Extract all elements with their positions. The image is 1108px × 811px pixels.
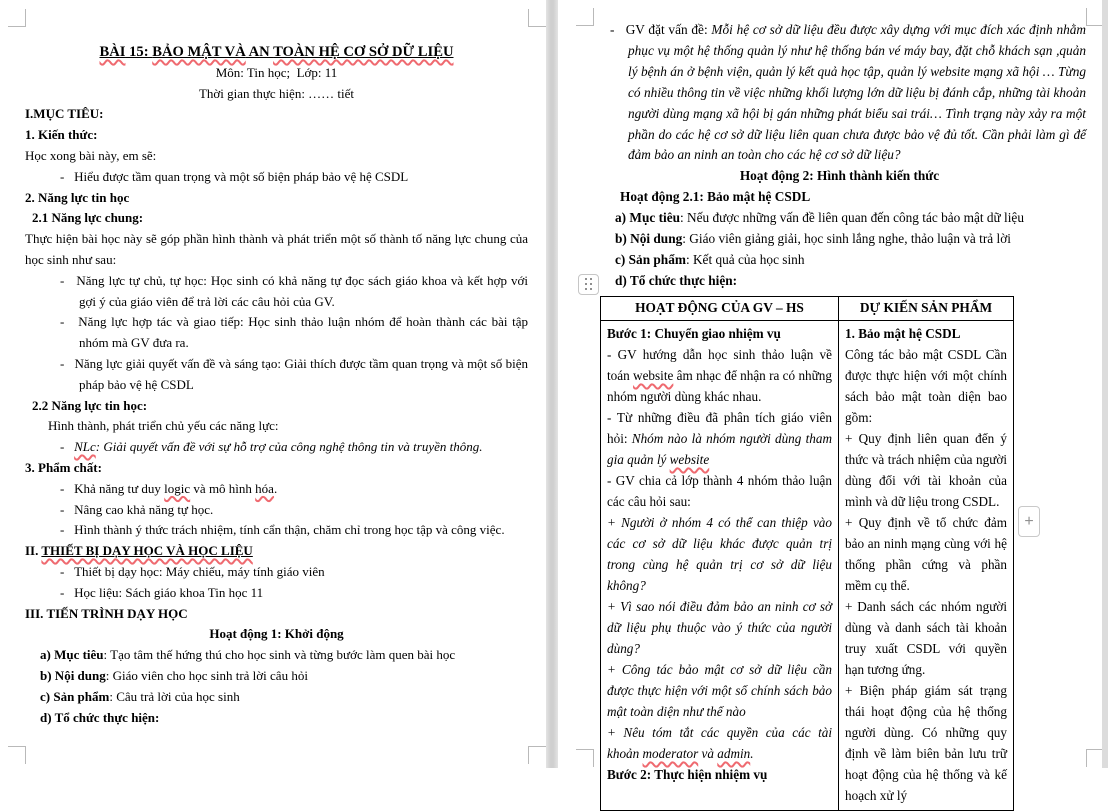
paragraph[interactable]: Công tác bảo mật CSDL Cần được thực hiện với một chính sách bảo mật toàn diện bao gồm: xyxy=(845,346,1007,425)
paragraph[interactable]: - Hình thành ý thức trách nhiệm, tính cẩn thận, chăm chỉ trong học tập và công việc. xyxy=(60,522,505,538)
paragraph[interactable]: - Năng lực hợp tác và giao tiếp: Học sinh thảo luận nhóm để hoàn thành các bài tập nhóm mà GV đưa ra. xyxy=(60,314,528,351)
paragraph[interactable]: + Quy định liên quan đến ý thức và trách nhiệm của người dùng đối với tài khoản của mình và dữ liệu trong CSDL. xyxy=(845,430,1007,509)
paragraph[interactable]: b) Nội dung: Giáo viên giảng giải, học sinh lắng nghe, thảo luận và trả lời xyxy=(615,231,1011,247)
page-corner-mark xyxy=(576,8,594,26)
heading-muc-tieu[interactable]: I.MỤC TIÊU: xyxy=(25,106,104,122)
page-1-text-area[interactable] xyxy=(25,42,528,728)
page-corner-mark xyxy=(576,749,594,767)
heading-hoat-dong-2-1[interactable]: Hoạt động 2.1: Bảo mật hệ CSDL xyxy=(620,189,811,205)
paragraph[interactable]: 1. Bảo mật hệ CSDL xyxy=(845,325,961,341)
paragraph[interactable]: + Người ở nhóm 4 có thể can thiệp vào các cơ sở dữ liệu khác được quản trị trong cùng hệ quản trị cơ sở dữ liệu không? xyxy=(607,514,832,593)
paragraph[interactable]: Bước 2: Thực hiện nhiệm vụ xyxy=(607,766,768,782)
paragraph[interactable]: b) Nội dung: Giáo viên cho học sinh trả lời câu hỏi xyxy=(40,667,308,683)
page-2-intro xyxy=(593,20,1086,292)
paragraph[interactable]: + Biện pháp giám sát trạng thái hoạt động của hệ thống người dùng. Có những quy định về làm biên bản lưu trữ hoạt động của hệ thống và kế hoạch xử lý xyxy=(845,682,1007,803)
paragraph[interactable]: - GV chia cả lớp thành 4 nhóm thảo luận các câu hỏi sau: xyxy=(607,472,832,509)
page-corner-mark xyxy=(8,746,26,764)
paragraph[interactable]: Bước 1: Chuyển giao nhiệm vụ xyxy=(607,325,781,341)
gv-dat-van-de[interactable]: - GV đặt vấn đề: Mỗi hệ cơ sở dữ liệu đều được xây dựng với mục đích xác định nhằm phục vụ một hệ thống quản lý như hệ thống bán vé máy bay, đặt chỗ khách sạn ,quản lý bệnh án ở bệnh viện, quản lý kết quả học tập, quản lý website mạng xã hội … Từng có nhiều thông tin về việc những khối lượng lớn dữ liệu bị đánh cắp, những tài khoản người dùng mạng xã hội bị gán những phát biểu sai trái… Tình trạng này xảy ra một phần do các hệ cơ sở dữ liệu liên quan chưa được bảo vệ đủ tốt. Cần phải làm gì để đảm bảo an ninh an toàn cho các hệ cơ sở dữ liệu? xyxy=(610,22,1086,163)
subtitle-subject[interactable]: Môn: Tin học; Lớp: 11 xyxy=(215,64,338,80)
right-edge-strip xyxy=(1102,0,1108,768)
heading-nang-luc-tin-hoc[interactable]: 2.2 Năng lực tin học: xyxy=(32,397,148,413)
document-title[interactable]: BÀI 15: BẢO MẬT VÀ AN TOÀN HỆ CƠ SỞ DỮ LIỆU xyxy=(99,44,454,60)
heading-kien-thuc[interactable]: 1. Kiến thức: xyxy=(25,127,98,143)
plus-icon: + xyxy=(1024,512,1034,530)
paragraph[interactable]: + Quy định về tổ chức đảm bảo an ninh mạng cùng với hệ thống phần cứng và phần mềm cụ thể. xyxy=(845,514,1007,593)
activity-table[interactable] xyxy=(600,296,1014,811)
paragraph[interactable]: + Vì sao nói điều đảm bảo an ninh cơ sở dữ liệu phụ thuộc vào ý thức của người dùng? xyxy=(607,598,832,656)
paragraph[interactable]: + Danh sách các nhóm người dùng và danh sách tài khoản truy xuất CSDL với quyền hạn tương ứng. xyxy=(845,598,1007,677)
paragraph[interactable]: - Khả năng tư duy logic và mô hình hóa. xyxy=(60,480,278,496)
paragraph[interactable]: - Năng lực giải quyết vấn đề và sáng tạo: Giải thích được tầm quan trọng và một số biện pháp bảo vệ hệ CSDL xyxy=(60,355,528,392)
page-corner-mark xyxy=(528,9,546,27)
heading-hoat-dong-2[interactable]: Hoạt động 2: Hình thành kiến thức xyxy=(739,168,940,184)
paragraph[interactable]: + Nêu tóm tắt các quyền của các tài khoản moderator và admin. xyxy=(607,724,832,761)
page-gap xyxy=(546,0,558,768)
drag-handle-dots-icon xyxy=(585,278,593,291)
page-2-text-area[interactable] xyxy=(593,20,1086,811)
page-corner-mark xyxy=(8,9,26,27)
paragraph[interactable]: d) Tổ chức thực hiện: xyxy=(615,272,738,288)
paragraph[interactable]: Hình thành, phát triển chủ yếu các năng lực: xyxy=(48,418,279,434)
heading-thiet-bi[interactable]: II. THIẾT BỊ DẠY HỌC VÀ HỌC LIỆU xyxy=(25,543,253,559)
insert-add-button[interactable] xyxy=(1018,506,1040,537)
paragraph[interactable]: Thực hiện bài học này sẽ góp phần hình thành và phát triển một số thành tố năng lực chung của học sinh như sau: xyxy=(25,231,528,267)
heading-nang-luc-chung[interactable]: 2.1 Năng lực chung: xyxy=(32,210,144,226)
page-1[interactable] xyxy=(0,0,546,768)
heading-tien-trinh[interactable]: III. TIẾN TRÌNH DẠY HỌC xyxy=(25,605,188,621)
paragraph[interactable]: c) Sản phẩm: Câu trả lời của học sinh xyxy=(40,688,240,704)
paragraph[interactable]: Học xong bài này, em sẽ: xyxy=(25,147,157,163)
table-cell-gv-hs[interactable] xyxy=(601,320,839,810)
table-cell-du-kien[interactable] xyxy=(839,320,1014,810)
paragraph[interactable]: - Nâng cao khả năng tự học. xyxy=(60,501,214,517)
paragraph[interactable]: - Thiết bị dạy học: Máy chiếu, máy tính giáo viên xyxy=(60,563,325,579)
heading-nang-luc[interactable]: 2. Năng lực tin học xyxy=(25,189,130,205)
page-2[interactable] xyxy=(558,0,1102,803)
paragraph[interactable]: - Từ những điều đã phân tích giáo viên hỏi: Nhóm nào là nhóm người dùng tham gia quản lý website xyxy=(607,409,833,467)
paragraph[interactable]: c) Sản phẩm: Kết quả của học sinh xyxy=(615,251,805,267)
subtitle-duration[interactable]: Thời gian thực hiện: …… tiết xyxy=(198,85,355,101)
paragraph[interactable]: - Hiểu được tầm quan trọng và một số biện pháp bảo vệ hệ CSDL xyxy=(60,168,409,184)
paragraph[interactable]: + Công tác bảo mật cơ sở dữ liệu cần được thực hiện với một số chính sách bảo mật toàn diện như thế nào xyxy=(607,661,832,719)
heading-pham-chat[interactable]: 3. Phẩm chất: xyxy=(25,459,102,475)
table-header-gv-hs[interactable]: HOẠT ĐỘNG CỦA GV – HS xyxy=(601,296,839,320)
paragraph[interactable]: a) Mục tiêu: Tạo tâm thế hứng thú cho học sinh và từng bước làm quen bài học xyxy=(40,647,456,663)
table-drag-handle-button[interactable] xyxy=(578,274,599,295)
page-corner-mark xyxy=(528,746,546,764)
paragraph[interactable]: - Học liệu: Sách giáo khoa Tin học 11 xyxy=(60,584,264,600)
paragraph[interactable]: - GV hướng dẫn học sinh thảo luận về toán website âm nhạc để nhận ra có những nhóm người dùng khác nhau. xyxy=(607,346,832,404)
table-header-du-kien[interactable]: DỰ KIẾN SẢN PHẨM xyxy=(839,296,1014,320)
paragraph[interactable]: a) Mục tiêu: Nếu được những vấn đề liên quan đến công tác bảo mật dữ liệu xyxy=(615,210,1024,226)
paragraph[interactable]: - Năng lực tự chủ, tự học: Học sinh có khả năng tự đọc sách giáo khoa và kết hợp với gợi ý của giáo viên để trả lời các câu hỏi của GV. xyxy=(60,272,528,309)
heading-hoat-dong-1[interactable]: Hoạt động 1: Khởi động xyxy=(209,626,344,642)
paragraph[interactable]: d) Tổ chức thực hiện: xyxy=(40,709,160,725)
paragraph[interactable]: - NLc: Giải quyết vấn đề với sự hỗ trợ của công nghệ thông tin và truyền thông. xyxy=(60,439,483,455)
